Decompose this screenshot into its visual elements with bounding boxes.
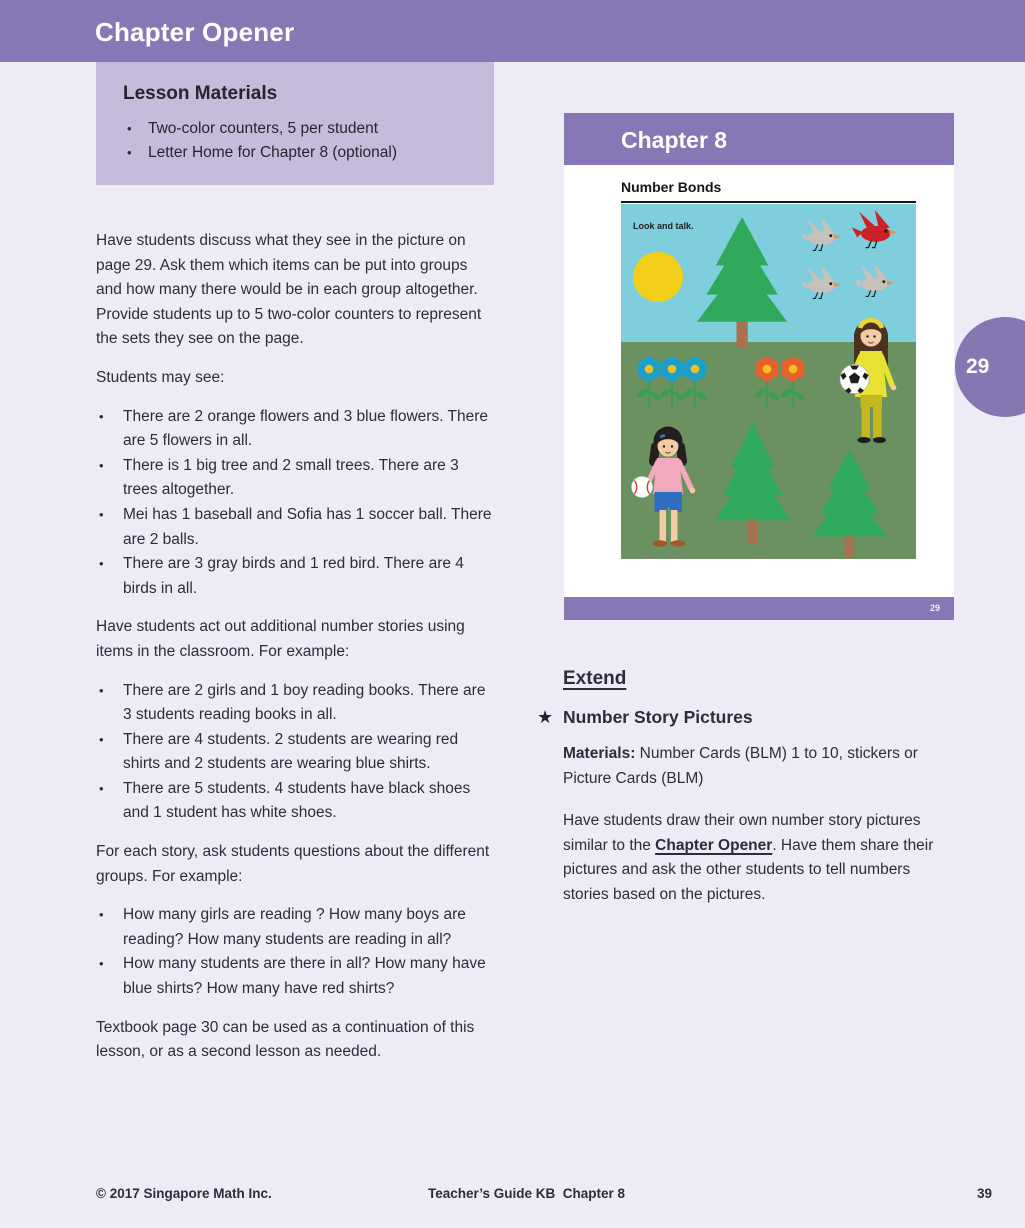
chapter-8-banner	[564, 113, 954, 165]
picture-caption: Look and talk.	[633, 221, 694, 231]
baseball	[632, 477, 653, 498]
textbook-page-number: 29	[929, 603, 940, 613]
list-item: • Mei has 1 baseball and Sofia has 1 soccer ball. There are 2 balls.	[96, 503, 493, 552]
star-icon: ★	[537, 707, 554, 727]
chapter-8-title: Chapter 8	[621, 127, 728, 153]
materials-text: Number Cards (BLM) 1 to 10, stickers or Picture Cards (BLM)	[563, 745, 918, 787]
list-item: • There are 5 students. 4 students have black shoes and 1 student has white shoes.	[96, 777, 493, 826]
page-number-tab	[955, 317, 1025, 417]
textbook-page-thumbnail	[564, 113, 954, 620]
paragraph-act-out: Have students act out additional number stories using items in the classroom. For example:	[96, 618, 465, 660]
observations-list	[96, 405, 493, 602]
list-item: • How many girls are reading ? How many boys are reading? How many students are reading in all?	[96, 903, 493, 952]
paragraph-textbook: Textbook page 30 can be used as a continuation of this lesson, or as a second lesson as needed.	[96, 1018, 475, 1061]
questions-list	[96, 903, 493, 1001]
list-item: • How many students are there in all? How many have blue shirts? How many have red shirts?	[96, 952, 493, 1001]
activity-title: Number Story Pictures	[563, 707, 753, 727]
lesson-title-rule	[621, 179, 916, 203]
materials-line	[563, 742, 957, 791]
footer-title: Teacher’s Guide KB Chapter 8	[427, 1186, 626, 1201]
extend-body-text: . Have them share their pictures and ask the other students to tell numbers stories based on the pictures.	[563, 836, 934, 903]
textbook-page-footer-strip	[564, 597, 954, 620]
list-item: • There is 1 big tree and 2 small trees. There are 3 trees altogether.	[96, 454, 493, 503]
chapter-opener-reference: Chapter Opener	[655, 836, 773, 854]
sun	[633, 252, 683, 302]
paragraph-discuss: Have students discuss what they see in the picture on page 29. Ask them which items can be put into groups and how many there would be in each group altogether. Provide students up to 5 two-color counters to represent the sets they see on the page.	[96, 232, 482, 348]
lesson-body-column	[96, 229, 493, 1079]
page-title: Chapter Opener	[95, 17, 295, 47]
lesson-materials-box	[96, 62, 494, 185]
extend-section	[537, 668, 961, 908]
textbook-illustration	[621, 204, 916, 559]
paragraph-students-see: Students may see:	[96, 368, 225, 386]
extend-body-text: Have students draw their own number story pictures similar to the	[563, 812, 921, 854]
list-item: • There are 3 gray birds and 1 red bird. There are 4 birds in all.	[96, 552, 493, 601]
paragraph-questions: For each story, ask students questions about the different groups. For example:	[96, 843, 490, 885]
examples-list	[96, 679, 493, 827]
copyright: © 2017 Singapore Math Inc.	[96, 1186, 272, 1201]
activity-title-row	[537, 707, 961, 728]
extend-body	[563, 809, 957, 907]
chapter-opener-banner	[0, 0, 1025, 62]
lesson-materials-title: Lesson Materials	[123, 83, 278, 104]
list-item: • There are 4 students. 2 students are wearing red shirts and 2 students are wearing blue shirts.	[96, 728, 493, 777]
list-item: • Two-color counters, 5 per student	[127, 117, 494, 141]
list-item: • There are 2 girls and 1 boy reading books. There are 3 students reading books in all.	[96, 679, 493, 728]
soccer-ball	[840, 365, 869, 394]
materials-label: Materials:	[563, 745, 636, 762]
page-footer	[0, 1186, 1025, 1208]
page-tab-number: 29	[966, 355, 990, 378]
list-item: • Letter Home for Chapter 8 (optional)	[127, 141, 494, 165]
lesson-materials-list	[96, 117, 494, 165]
extend-heading: Extend	[563, 668, 627, 689]
list-item: • There are 2 orange flowers and 3 blue flowers. There are 5 flowers in all.	[96, 405, 493, 454]
lesson-title: Number Bonds	[621, 179, 722, 195]
footer-page-number: 39	[976, 1186, 992, 1201]
